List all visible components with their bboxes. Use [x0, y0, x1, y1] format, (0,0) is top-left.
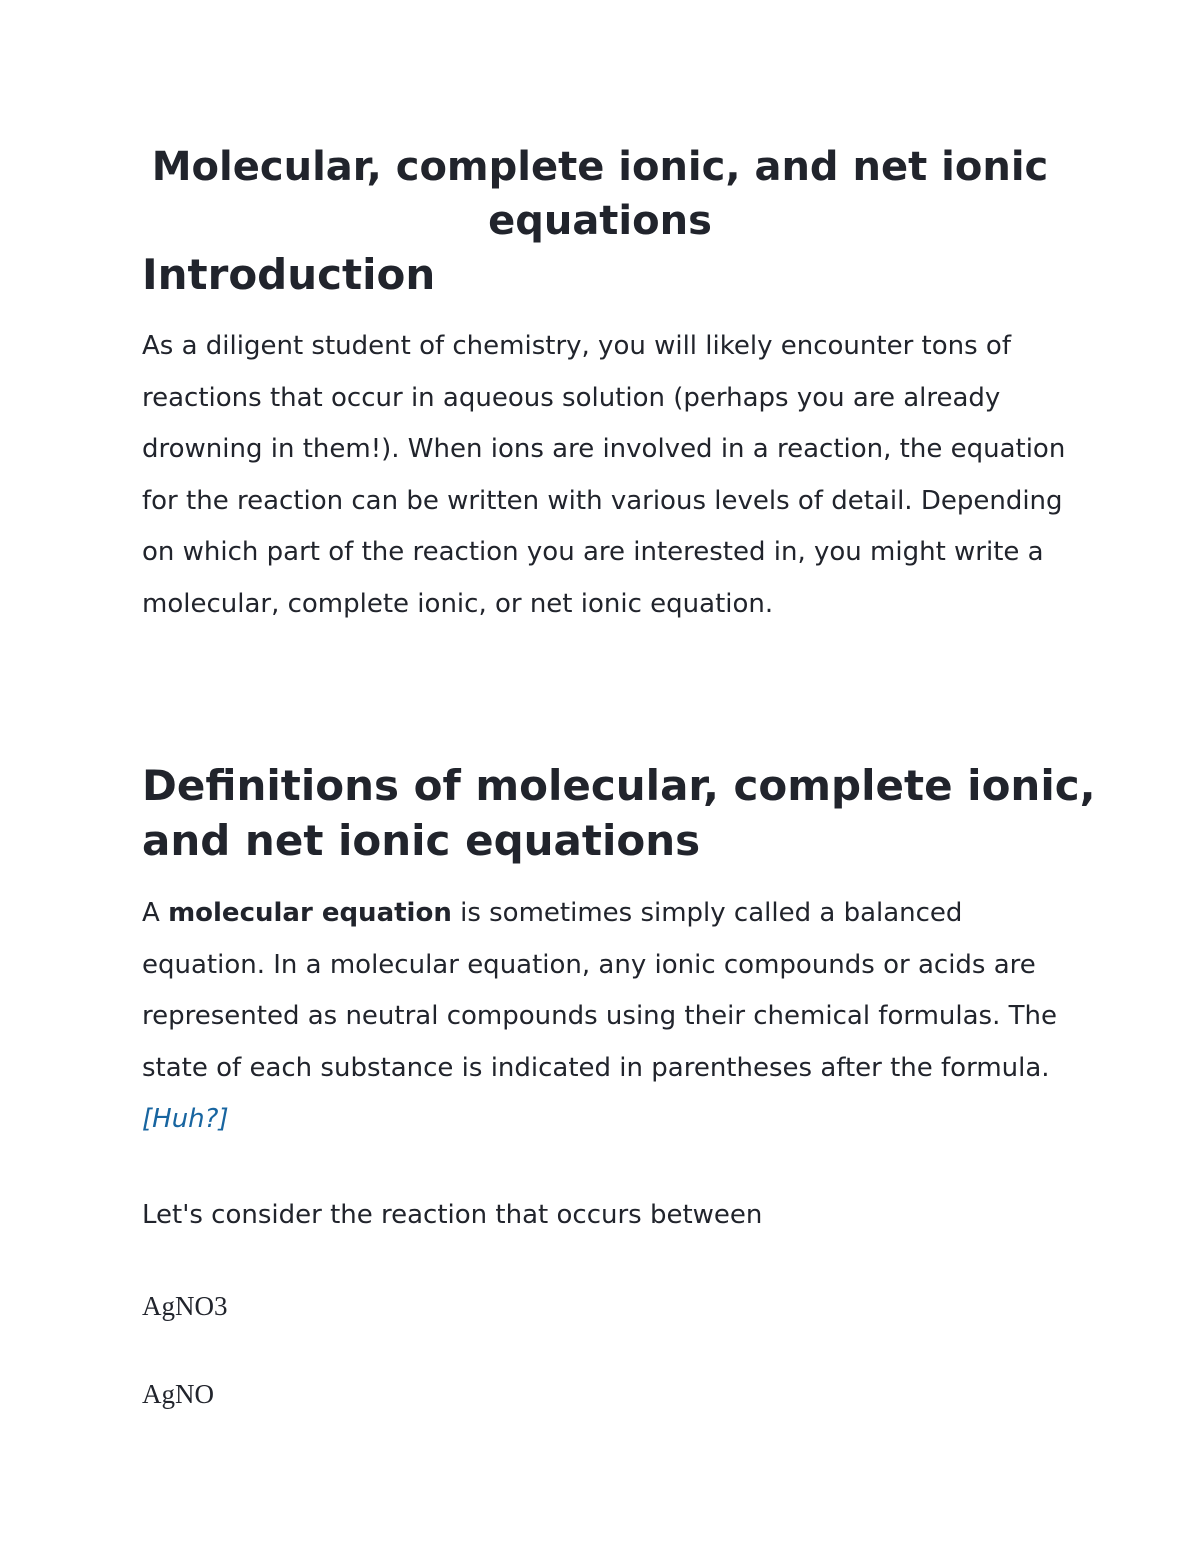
introduction-paragraph: As a diligent student of chemistry, you will likely encounter tons of reactions that occur in aqueous solution (perhaps you are already drowning in them!). When ions are involved in a reaction, the equation for the reaction can be written with various levels of detail. Depending on which part of the reaction you are interested in, you might write a molecular, complete ionic, or net ionic equation.: [142, 331, 1066, 619]
definitions-heading: Definitions of molecular, complete ionic, and net ionic equations: [142, 761, 1096, 865]
formula-agno: AgNO: [142, 1379, 214, 1409]
document-title: Molecular, complete ionic, and net ionic equations: [151, 144, 1049, 244]
paragraph-prefix: A: [142, 898, 169, 928]
molecular-equation-paragraph: [142, 888, 1072, 1146]
paragraph-body: is sometimes simply called a balanced equation. In a molecular equation, any ionic compounds or acids are represented as neutral compounds using their chemical formulas. The state of each substance is indicated in parentheses after the formula.: [142, 898, 1057, 1083]
huh-link[interactable]: [Huh?]: [142, 1104, 229, 1134]
formula-agno3: AgNO3: [142, 1291, 228, 1321]
consider-reaction-text: Let's consider the reaction that occurs between: [142, 1200, 763, 1230]
introduction-heading: Introduction: [142, 250, 436, 299]
molecular-equation-term: molecular equation: [168, 898, 452, 928]
